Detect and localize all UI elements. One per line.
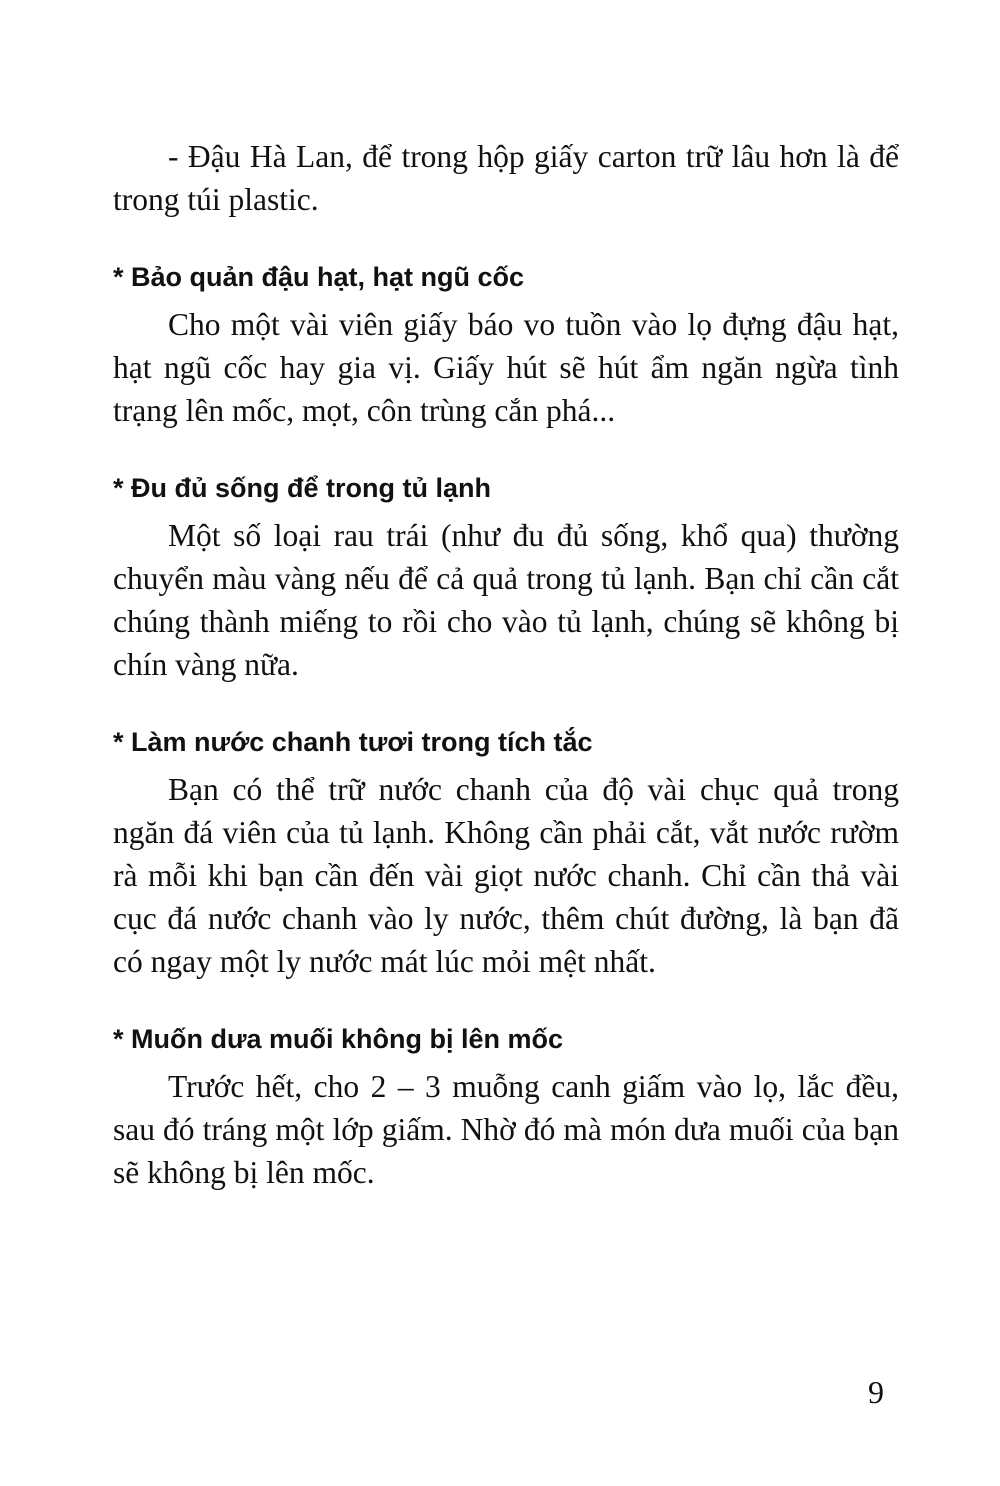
section-body-storing-beans: Cho một vài viên giấy báo vo tuồn vào lọ đựng đậu hạt, hạt ngũ cốc hay gia vị. Giấy hút sẽ hút ẩm ngăn ngừa tình trạng lên mốc, mọt, côn trùng cắn phá... xyxy=(113,307,899,428)
section-heading-storing-beans: * Bảo quản đậu hạt, hạt ngũ cốc xyxy=(113,262,525,292)
section-body-pickles: Trước hết, cho 2 – 3 muỗng canh giấm vào lọ, lắc đều, sau đó tráng một lớp giấm. Nhờ đó mà món dưa muối của bạn sẽ không bị lên mốc. xyxy=(113,1069,899,1190)
section-body-lemon-juice: Bạn có thể trữ nước chanh của độ vài chục quả trong ngăn đá viên của tủ lạnh. Không cần phải cắt, vắt nước rườm rà mỗi khi bạn cần đến vài giọt nước chanh. Chỉ cần thả vài cục đá nước chanh vào ly nước, thêm chút đường, là bạn đã có ngay một ly nước mát lúc mỏi mệt nhất. xyxy=(113,772,899,979)
page-number: 9 xyxy=(868,1374,884,1410)
section-heading-papaya: * Đu đủ sống để trong tủ lạnh xyxy=(113,473,491,503)
page-content xyxy=(113,135,899,1194)
intro-paragraph: - Đậu Hà Lan, để trong hộp giấy carton trữ lâu hơn là để trong túi plastic. xyxy=(113,139,899,217)
section-heading-lemon-juice: * Làm nước chanh tươi trong tích tắc xyxy=(113,727,593,757)
section-heading-pickles: * Muốn dưa muối không bị lên mốc xyxy=(113,1024,564,1054)
section-body-papaya: Một số loại rau trái (như đu đủ sống, khổ qua) thường chuyển màu vàng nếu để cả quả trong tủ lạnh. Bạn chỉ cần cắt chúng thành miếng to rồi cho vào tủ lạnh, chúng sẽ không bị chín vàng nữa. xyxy=(113,518,899,682)
